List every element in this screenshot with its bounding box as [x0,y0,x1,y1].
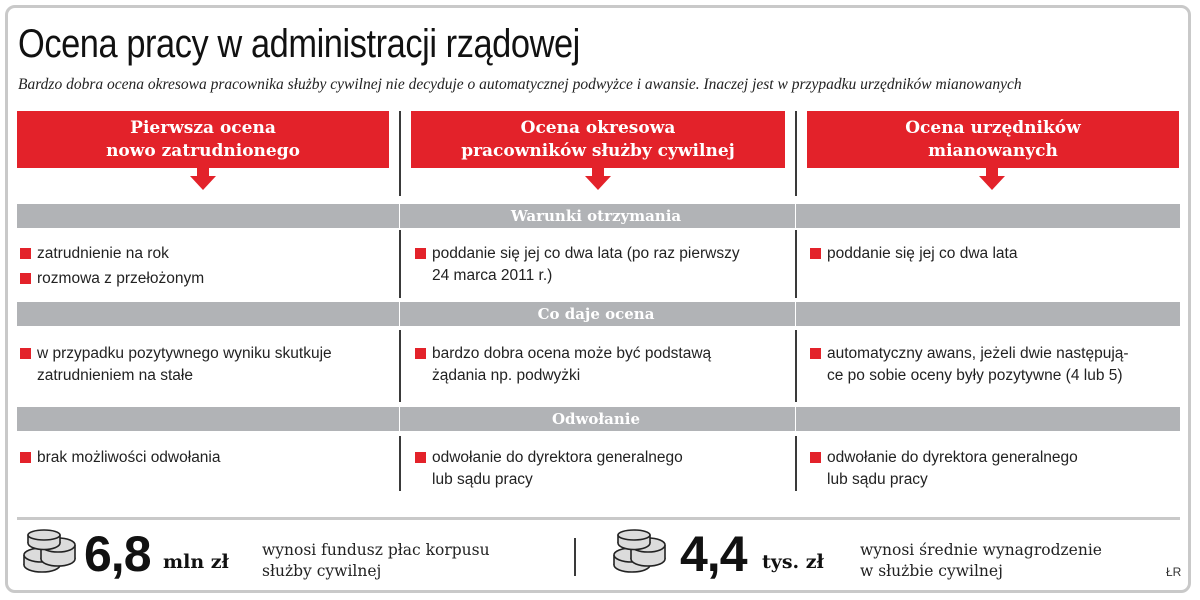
column-divider [399,436,401,491]
column-header-appointed-officials: Ocena urzędników mianowanych [807,111,1179,168]
stat-value: 6,8 [84,526,151,582]
bullet-square-icon [415,248,426,259]
column-divider [795,230,797,298]
list-item: brak możliwości odwołania [18,447,393,469]
section-label: Odwołanie [551,410,641,428]
section-label: Warunki otrzymania [510,207,682,225]
bullet-square-icon [20,452,31,463]
stat-value: 4,4 [680,526,747,582]
stat-unit: tys. zł [762,551,824,573]
column-divider [399,111,401,196]
down-arrow-icon [979,176,1005,190]
section-band-conditions [17,204,1180,228]
stat-unit: mln zł [163,551,229,573]
down-arrow-icon [585,176,611,190]
cell-appeal-first [18,447,393,472]
coins-icon [610,529,670,577]
cell-benefits-periodic [413,343,788,390]
footer-separator [17,517,1180,520]
author-credit: ŁR [1166,565,1182,579]
list-item: odwołanie do dyrektora generalnego lub sądu pracy [808,447,1180,491]
section-label: Co daje ocena [537,305,655,323]
subtitle: Bardzo dobra ocena okresowa pracownika służby cywilnej nie decyduje o automatycznej podwyżce i awansie. Inaczej jest w przypadku urzędników mianowanych [18,76,1022,93]
cell-conditions-appointed [808,243,1180,268]
section-band-appeal [17,407,1180,431]
cell-benefits-first [18,343,393,390]
list-item: rozmowa z przełożonym [18,268,388,290]
list-item: w przypadku pozytywnego wyniku skutkuje zatrudnieniem na stałe [18,343,393,387]
column-divider [399,330,401,402]
list-item: zatrudnienie na rok [18,243,388,265]
column-divider [795,436,797,491]
bullet-square-icon [810,348,821,359]
cell-conditions-first [18,243,388,293]
stats-divider [574,538,576,576]
list-item: bardzo dobra ocena może być podstawą żądania np. podwyżki [413,343,788,387]
column-divider [795,111,797,196]
section-band-benefits [17,302,1180,326]
cell-appeal-appointed [808,447,1180,494]
cell-benefits-appointed [808,343,1193,390]
list-item: poddanie się jej co dwa lata [808,243,1180,265]
bullet-square-icon [415,452,426,463]
coins-icon [20,529,80,577]
bullet-square-icon [20,248,31,259]
bullet-square-icon [20,348,31,359]
bullet-square-icon [20,273,31,284]
stat-description: wynosi fundusz płac korpusu służby cywilnej [262,541,490,580]
list-item: odwołanie do dyrektora generalnego lub sądu pracy [413,447,788,491]
bullet-square-icon [810,452,821,463]
column-header-periodic-assessment: Ocena okresowa pracowników służby cywilnej [411,111,785,168]
bullet-square-icon [810,248,821,259]
cell-appeal-periodic [413,447,788,494]
down-arrow-icon [190,176,216,190]
page-title: Ocena pracy w administracji rządowej [18,22,580,66]
cell-conditions-periodic [413,243,788,290]
bullet-square-icon [415,348,426,359]
column-divider [795,330,797,402]
column-divider [399,230,401,298]
column-header-first-assessment: Pierwsza ocena nowo zatrudnionego [17,111,389,168]
stat-description: wynosi średnie wynagrodzenie w służbie cywilnej [860,541,1102,580]
list-item: automatyczny awans, jeżeli dwie następują- ce po sobie oceny były pozytywne (4 lub 5) [808,343,1193,387]
list-item: poddanie się jej co dwa lata (po raz pierwszy 24 marca 2011 r.) [413,243,788,287]
